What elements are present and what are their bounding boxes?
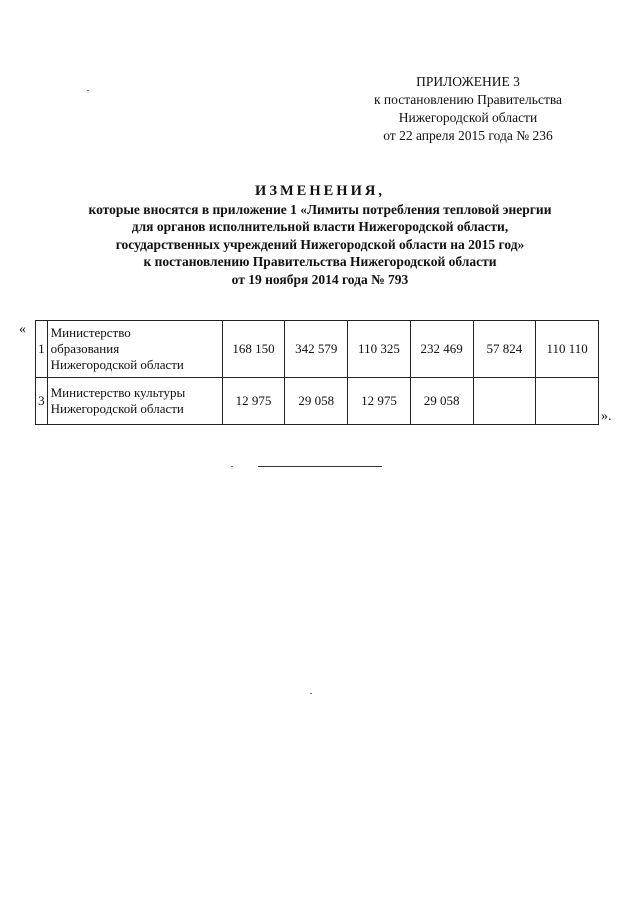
value-cell: 12 975 (222, 378, 285, 425)
value-cell: 29 058 (410, 378, 473, 425)
table-row (36, 321, 599, 378)
title-line-1: которые вносятся в приложение 1 «Лимиты потребления тепловой энергии (88, 201, 552, 217)
value-cell: 29 058 (285, 378, 348, 425)
appendix-title: ПРИЛОЖЕНИЕ 3 (416, 74, 520, 89)
scan-speck (87, 90, 89, 91)
end-divider (258, 466, 382, 467)
title-line-2: для органов исполнительной власти Нижегородской области, (131, 219, 509, 234)
value-cell (536, 378, 599, 425)
value-cell: 110 110 (536, 321, 599, 378)
value-cell: 342 579 (285, 321, 348, 378)
scan-speck (231, 466, 233, 467)
organization-name (47, 378, 222, 425)
name-line: Нижегородской области (50, 357, 184, 372)
value-cell: 110 325 (348, 321, 411, 378)
title-line-5: от 19 ноября 2014 года № 793 (231, 271, 409, 287)
value-cell: 12 975 (348, 378, 411, 425)
appendix-header (340, 73, 596, 145)
document-title (40, 183, 600, 288)
changes-table (35, 320, 599, 425)
name-line: Нижегородской области (50, 401, 184, 416)
organization-name (47, 321, 222, 378)
value-cell: 57 824 (473, 321, 536, 378)
value-cell: 232 469 (410, 321, 473, 378)
title-heading: ИЗМЕНЕНИЯ, (255, 183, 385, 199)
value-cell (473, 378, 536, 425)
title-line-3: государственных учреждений Нижегородской области на 2015 год» (115, 236, 525, 252)
scan-speck (310, 693, 312, 694)
appendix-date: от 22 апреля 2015 года № 236 (383, 128, 553, 143)
appendix-region: Нижегородской области (398, 110, 538, 125)
appendix-reference: к постановлению Правительства (373, 92, 563, 107)
close-quote: ». (601, 409, 612, 424)
title-line-4: к постановлению Правительства Нижегородской области (143, 254, 497, 269)
name-line: Министерство (50, 325, 131, 340)
value-cell: 168 150 (222, 321, 285, 378)
row-number: 1 (36, 321, 48, 378)
name-line: Министерство культуры (50, 385, 186, 400)
table-row (36, 378, 599, 425)
name-line: образования (50, 341, 120, 356)
open-quote: « (19, 322, 26, 337)
row-number: 3 (36, 378, 48, 425)
